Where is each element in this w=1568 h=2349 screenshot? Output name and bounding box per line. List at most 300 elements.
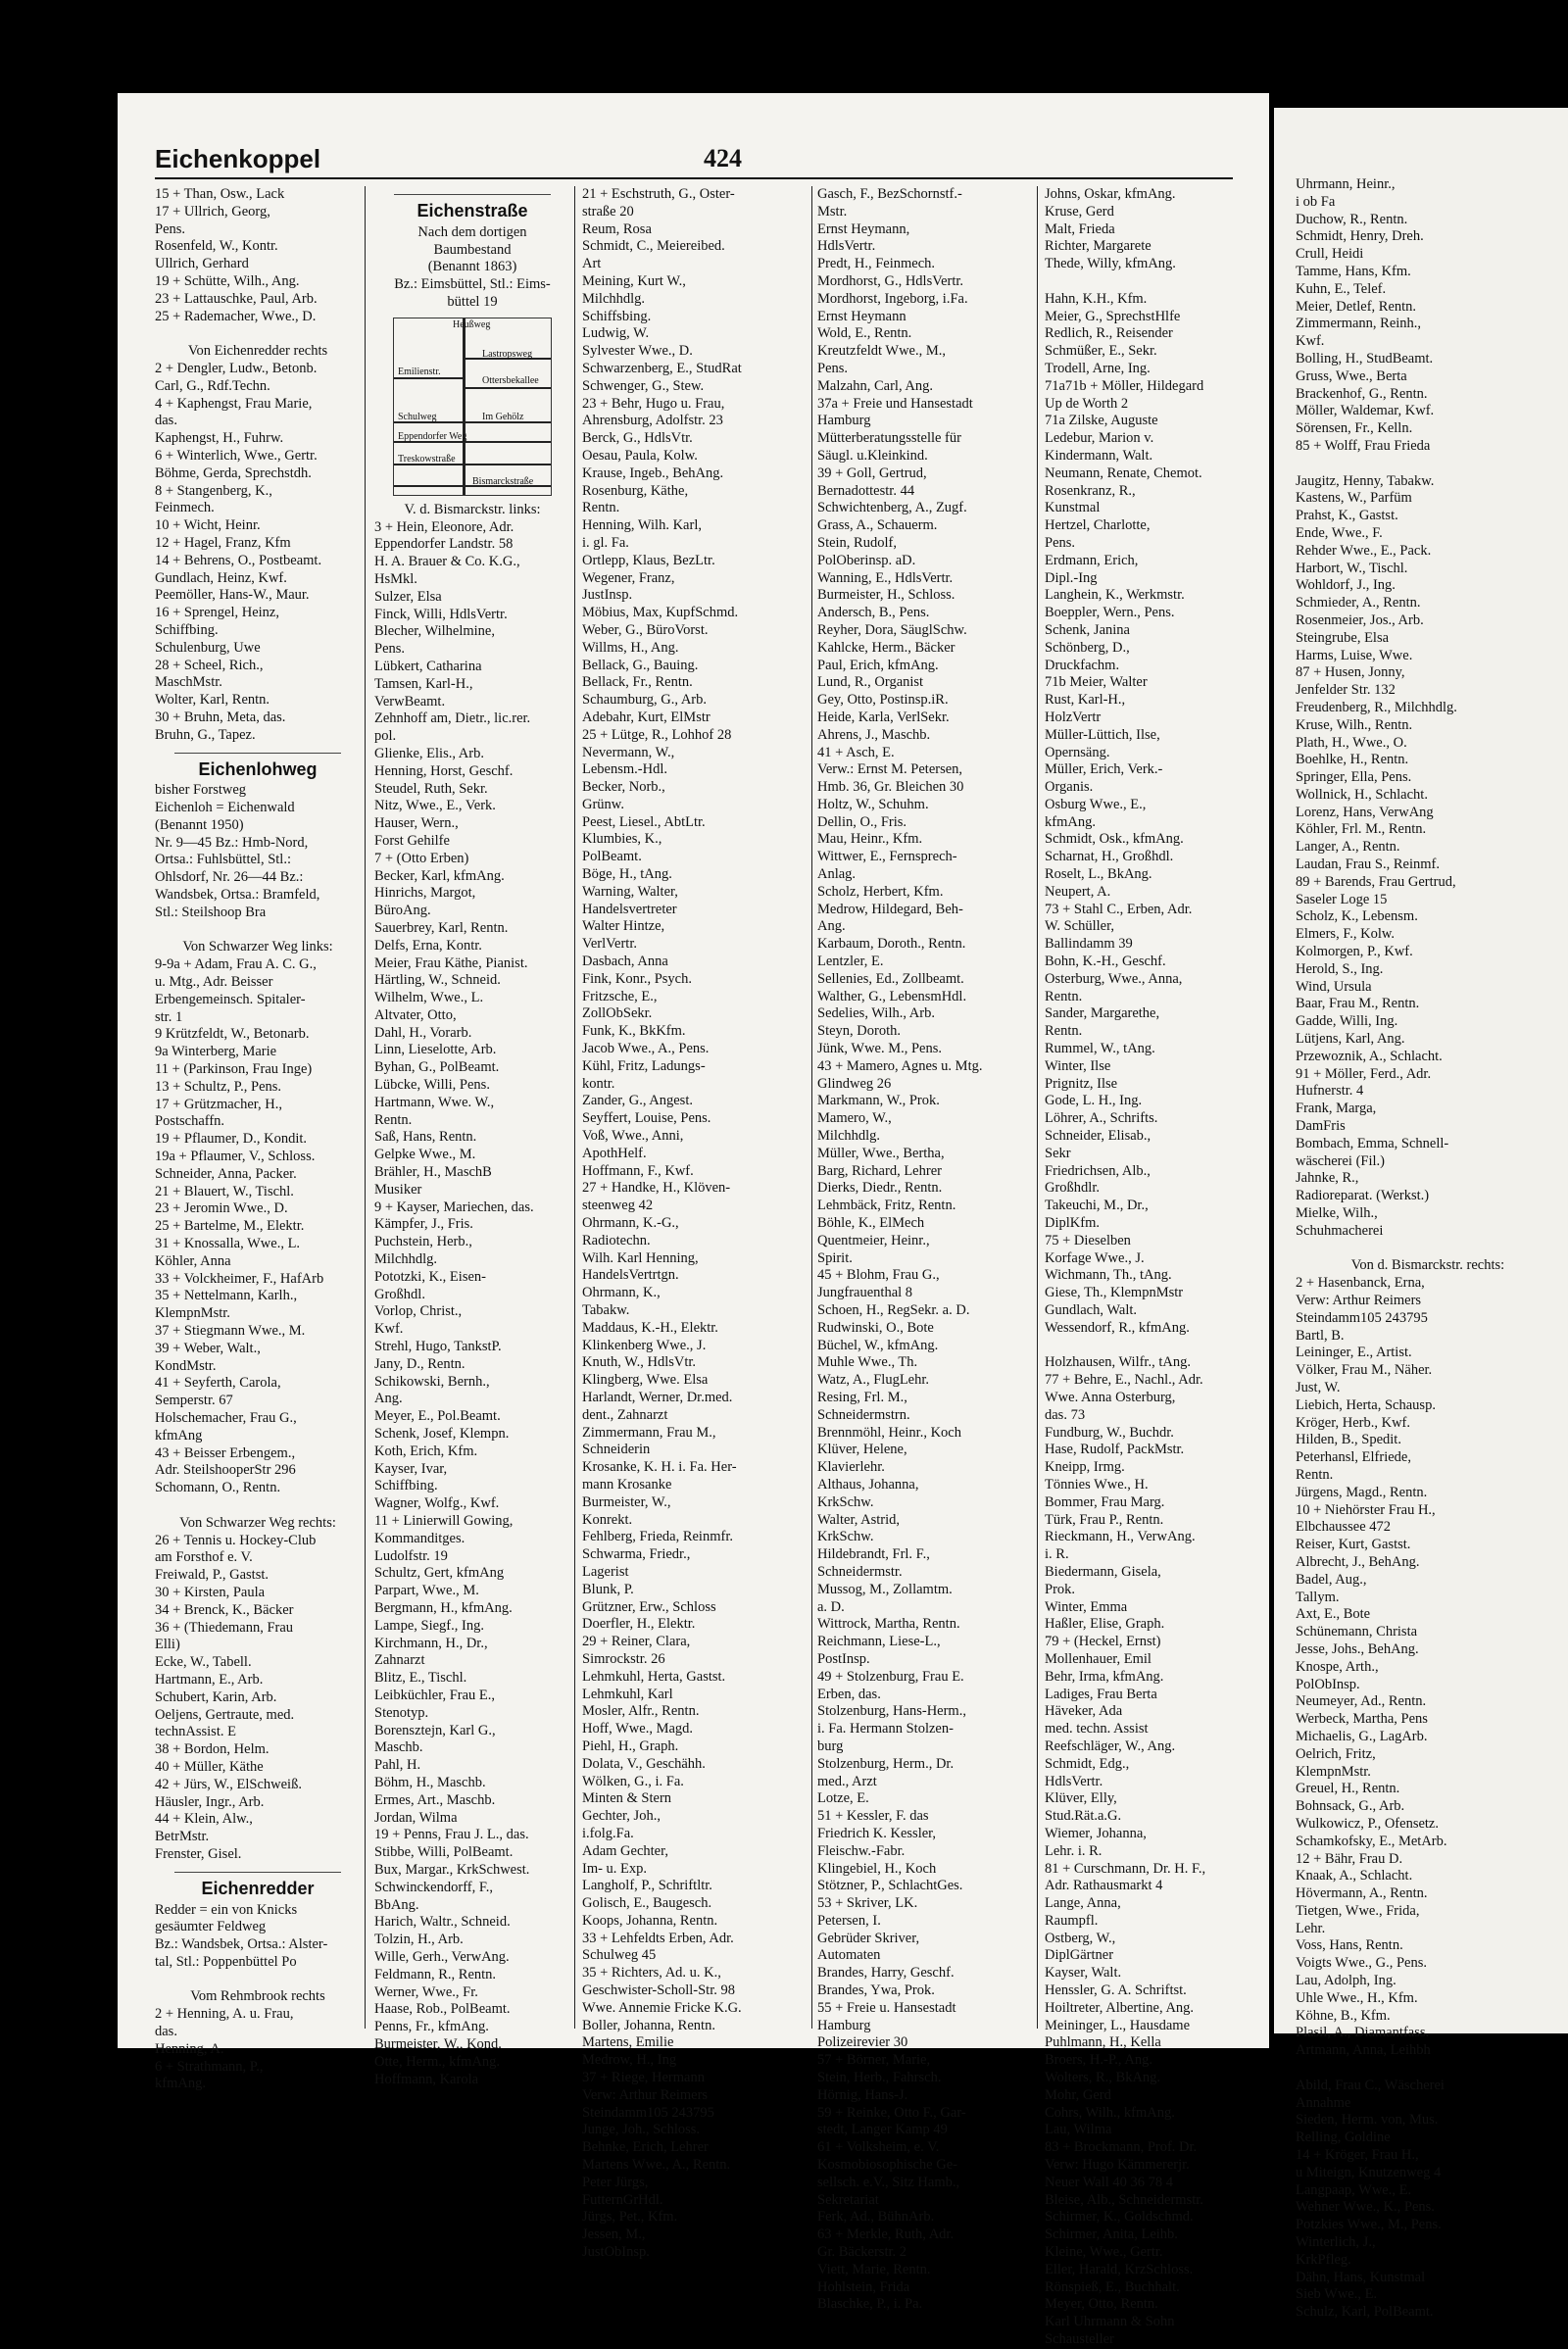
directory-entry: stedt, Langer Kamp 49	[817, 2122, 948, 2138]
directory-entry: 16 + Sprengel, Heinz,	[155, 605, 279, 621]
directory-entry: Elbchaussee 472	[1296, 1519, 1392, 1536]
directory-entry: Schwichtenberg, A., Zugf.	[817, 500, 967, 516]
directory-entry: str. 1	[155, 1008, 183, 1025]
directory-entry: 41 + Seyferth, Carola,	[155, 1375, 281, 1392]
directory-entry: 53 + Skriver, LK.	[817, 1895, 918, 1912]
directory-entry: 79 + (Heckel, Ernst)	[1045, 1634, 1161, 1650]
directory-entry: Karl Uhrmann & Sohn	[1045, 2314, 1175, 2330]
directory-entry: Resing, Frl. M.,	[817, 1389, 907, 1405]
directory-entry: Knuth, W., HdlsVtr.	[582, 1354, 697, 1371]
directory-entry: Schwarma, Friedr.,	[582, 1546, 691, 1563]
directory-entry: 9 + Kayser, Mariechen, das.	[374, 1199, 534, 1215]
directory-entry: Raumpfl.	[1045, 1912, 1099, 1929]
directory-entry: Türk, Frau P., Rentn.	[1045, 1511, 1164, 1528]
directory-entry: Reyher, Dora, SäuglSchw.	[817, 621, 967, 638]
column-5	[1045, 186, 1265, 2349]
directory-entry: Baumbestand	[433, 241, 512, 258]
directory-entry: Tolzin, H., Arb.	[374, 1932, 464, 1948]
directory-entry: Meier, G., SprechstHlfe	[1045, 308, 1181, 324]
directory-entry: 27 + Handke, H., Klöven-	[582, 1180, 731, 1197]
directory-entry: Albrecht, J., BehAng.	[1296, 1553, 1420, 1570]
directory-entry: Behr, Irma, kfmAng.	[1045, 1668, 1164, 1685]
directory-entry: 81 + Curschmann, Dr. H. F.,	[1045, 1860, 1206, 1877]
directory-entry: Ohlsdorf, Nr. 26—44 Bz.:	[155, 869, 304, 886]
directory-entry: Müller-Lüttich, Ilse,	[1045, 726, 1160, 743]
directory-entry: Gadde, Willi, Ing.	[1296, 1013, 1398, 1030]
directory-entry: Mohr, Gerd	[1045, 2086, 1111, 2103]
directory-entry: Ang.	[374, 1391, 403, 1407]
directory-entry: (Benannt 1950)	[155, 816, 244, 833]
directory-entry: Kindermann, Walt.	[1045, 447, 1153, 464]
directory-entry: 44 + Klein, Alw.,	[155, 1811, 253, 1828]
directory-entry: Axt, E., Bote	[1296, 1606, 1371, 1623]
directory-entry: Pens.	[1045, 534, 1076, 551]
directory-entry: Musiker	[374, 1181, 422, 1198]
directory-entry: kfmAng.	[1045, 813, 1096, 830]
directory-entry: Kunstmal	[1045, 500, 1101, 516]
directory-entry: Schubert, Karin, Arb.	[155, 1688, 277, 1705]
directory-entry: 34 + Brenck, K., Bäcker	[155, 1601, 294, 1618]
directory-entry: Oeljens, Gertraute, med.	[155, 1706, 295, 1723]
directory-entry: Wittrock, Martha, Rentn.	[817, 1616, 960, 1633]
directory-entry: Bergmann, H., kfmAng.	[374, 1599, 513, 1616]
directory-entry: a. D.	[817, 1598, 845, 1615]
directory-entry: Von d. Bismarckstr. rechts:	[1350, 1257, 1505, 1274]
spacer	[155, 1497, 361, 1515]
directory-entry: dent., Zahnarzt	[582, 1406, 668, 1423]
directory-entry: Biedermann, Gisela,	[1045, 1563, 1161, 1580]
directory-entry: Cohrs, Wilh., kfmAng.	[1045, 2104, 1175, 2121]
directory-entry: Milchhdlg.	[582, 290, 646, 307]
directory-entry: Broers, H.-P., Ang.	[1045, 2052, 1152, 2069]
directory-entry: 31 + Knossalla, Wwe., L.	[155, 1236, 301, 1252]
directory-entry: Andersch, B., Pens.	[817, 605, 930, 621]
directory-entry: Jany, D., Rentn.	[374, 1355, 466, 1372]
directory-entry: 19 + Schütte, Wilh., Ang.	[155, 272, 300, 289]
directory-entry: Hildebrandt, Frl. F.,	[817, 1546, 930, 1563]
directory-entry: 71b Meier, Walter	[1045, 674, 1148, 691]
directory-entry: Reum, Rosa	[582, 220, 652, 237]
directory-entry: Bellack, G., Bauing.	[582, 657, 699, 673]
directory-entry: Dipl.-Ing	[1045, 569, 1098, 586]
directory-entry: Osterburg, Wwe., Anna,	[1045, 970, 1183, 987]
directory-entry: Böge, H., tAng.	[582, 866, 672, 883]
directory-entry: Nevermann, W.,	[582, 744, 675, 760]
directory-entry: Mamero, W.,	[817, 1110, 892, 1127]
directory-entry: Sauerbrey, Karl, Rentn.	[374, 919, 509, 936]
spacer	[1045, 273, 1265, 291]
directory-entry: Hamburg	[817, 413, 871, 429]
directory-entry: Schmidt, C., Meiereibed.	[582, 238, 725, 255]
directory-entry: Bellack, Fr., Rentn.	[582, 674, 693, 691]
directory-entry: Werbeck, Martha, Pens	[1296, 1711, 1428, 1728]
directory-entry: Wölken, G., i. Fa.	[582, 1773, 684, 1789]
directory-entry: Plasil, A., Diamantfass.	[1296, 2025, 1430, 2041]
directory-entry: Harms, Luise, Wwe.	[1296, 647, 1413, 663]
directory-entry: 2 + Hasenbanck, Erna,	[1296, 1275, 1425, 1292]
directory-entry: Michaelis, G., LagArb.	[1296, 1728, 1428, 1744]
directory-entry: Warning, Walter,	[582, 883, 678, 900]
directory-entry: Müller, Wwe., Bertha,	[817, 1145, 945, 1161]
directory-entry: Byhan, G., PolBeamt.	[374, 1059, 500, 1076]
directory-entry: Klinkenberg Wwe., J.	[582, 1337, 707, 1353]
directory-entry: Steindamm105 243795	[582, 2104, 714, 2121]
directory-entry: Tamsen, Karl-H.,	[374, 675, 473, 692]
directory-entry: Petersen, I.	[817, 1912, 881, 1929]
directory-entry: 3 + Hein, Eleonore, Adr.	[374, 518, 514, 535]
directory-entry: Kommanditges.	[374, 1530, 466, 1546]
directory-entry: Schmieder, A., Rentn.	[1296, 595, 1421, 612]
directory-entry: Rieckmann, H., VerwAng.	[1045, 1529, 1196, 1545]
directory-entry: Frank, Marga,	[1296, 1101, 1377, 1117]
directory-entry: 71a71b + Möller, Hildegard	[1045, 377, 1204, 394]
directory-entry: Gey, Otto, Postinsp.iR.	[817, 692, 949, 709]
directory-entry: 43 + Beisser Erbengem.,	[155, 1444, 296, 1461]
directory-entry: Ernst Heymann,	[817, 220, 910, 237]
directory-entry: 9 Krützfeldt, W., Betonarb.	[155, 1026, 310, 1043]
directory-entry: kfmAng	[155, 1427, 203, 1444]
directory-entry: Abild, Frau C., Wäscherei	[1296, 2077, 1445, 2093]
directory-entry: Sieb Wwe., E.	[1296, 2286, 1378, 2303]
directory-entry: Roselt, L., BkAng.	[1045, 866, 1152, 883]
directory-entry: KrkSchw.	[817, 1529, 874, 1545]
directory-entry: 10 + Wicht, Heinr.	[155, 517, 261, 534]
directory-entry: Kühl, Fritz, Ladungs-	[582, 1057, 706, 1074]
directory-entry: Puchstein, Herb.,	[374, 1234, 472, 1250]
directory-entry: Zehnhoff am, Dietr., lic.rer.	[374, 710, 531, 727]
directory-entry: Mosler, Alfr., Rentn.	[582, 1703, 700, 1720]
directory-entry: Trodell, Arne, Ing.	[1045, 360, 1151, 376]
directory-entry: Wolters, R., BkAng.	[1045, 2070, 1161, 2086]
directory-entry: Schwarzenberg, E., StudRat	[582, 360, 742, 376]
directory-entry: 33 + Volckheimer, F., HafArb	[155, 1270, 324, 1287]
street-heading: Eichenstraße	[416, 201, 528, 220]
directory-entry: Wind, Ursula	[1296, 978, 1372, 995]
map-label: Ottersbekallee	[482, 374, 539, 386]
directory-entry: Rehder Wwe., E., Pack.	[1296, 542, 1432, 559]
directory-entry: Pens.	[817, 360, 849, 376]
directory-entry: Kreutzfeldt Wwe., M.,	[817, 343, 946, 360]
directory-entry: BüroAng.	[374, 903, 431, 919]
directory-entry: Schönberg, D.,	[1045, 639, 1130, 656]
directory-entry: Opernsäng.	[1045, 744, 1110, 760]
directory-entry: Stenotyp.	[374, 1704, 429, 1721]
column-6	[1296, 176, 1560, 2322]
directory-entry: Prahst, K., Gastst.	[1296, 508, 1398, 524]
directory-entry: Bz.: Wandsbek, Ortsa.: Alster-	[155, 1936, 328, 1953]
directory-entry: 23 + Lattauschke, Paul, Arb.	[155, 290, 318, 307]
directory-entry: Gechter, Joh.,	[582, 1808, 661, 1825]
directory-entry: Hmb. 36, Gr. Bleichen 30	[817, 779, 964, 796]
directory-entry: Gundlach, Heinz, Kwf.	[155, 569, 287, 586]
directory-entry: Freiwald, P., Gastst.	[155, 1567, 269, 1584]
map-label: Lastropsweg	[482, 348, 533, 360]
directory-entry: Völker, Frau M., Näher.	[1296, 1362, 1433, 1379]
directory-entry: Vom Rehmbrook rechts	[190, 1988, 325, 2005]
directory-entry: Milchhdlg.	[374, 1251, 438, 1268]
directory-entry: 28 + Scheel, Rich.,	[155, 657, 264, 673]
directory-entry: 10 + Niehörster Frau H.,	[1296, 1501, 1436, 1518]
directory-entry: Przewoznik, A., Schlacht.	[1296, 1048, 1443, 1064]
directory-entry: Sekretariat	[817, 2191, 879, 2208]
directory-entry: Radiotechn.	[582, 1232, 651, 1248]
directory-entry: Gruss, Wwe., Berta	[1296, 367, 1407, 384]
directory-entry: Paul, Erich, kfmAng.	[817, 657, 939, 673]
directory-entry: Stein, Rudolf,	[817, 534, 897, 551]
directory-entry: Borensztejn, Karl G.,	[374, 1722, 496, 1738]
directory-entry: Lehr. i. R.	[1045, 1842, 1102, 1859]
directory-entry: Schneiderin	[582, 1442, 651, 1458]
directory-entry: Kahlcke, Herm., Bäcker	[817, 639, 956, 656]
directory-entry: Richter, Margarete	[1045, 238, 1152, 255]
directory-entry: Gode, L. H., Ing.	[1045, 1093, 1143, 1109]
directory-entry: Ullrich, Gerhard	[155, 256, 249, 272]
map-label: Treskowstraße	[398, 453, 456, 465]
directory-entry: 87 + Husen, Jonny,	[1296, 664, 1405, 681]
directory-entry: Erben, das.	[817, 1686, 881, 1702]
directory-entry: Watz, A., FlugLehr.	[817, 1372, 930, 1389]
directory-entry: Saseler Loge 15	[1296, 891, 1388, 907]
directory-entry: Finck, Willi, HdlsVertr.	[374, 606, 508, 622]
directory-entry: Bommer, Frau Marg.	[1045, 1493, 1165, 1510]
directory-entry: Hohlstein, Frida	[817, 2278, 910, 2295]
directory-entry: Freudenberg, R., Milchhdlg.	[1296, 699, 1457, 715]
directory-entry: 14 + Kröger, Frau H.,	[1296, 2147, 1419, 2164]
directory-entry: Willms, H., Ang.	[582, 639, 679, 656]
directory-entry: Ferk, Ad., BühnArb.	[817, 2209, 935, 2226]
directory-entry: Ahrens, J., Maschb.	[817, 726, 931, 743]
directory-entry: Ludwig, W.	[582, 325, 650, 342]
directory-entry: Brandes, Ywa, Prok.	[817, 1982, 935, 1999]
directory-entry: Peest, Liesel., AbtLtr.	[582, 813, 706, 830]
directory-entry: Kirchmann, H., Dr.,	[374, 1635, 488, 1651]
directory-entry: Härtling, W., Schneid.	[374, 972, 501, 989]
directory-entry: wäscherei (Fil.)	[1296, 1152, 1385, 1169]
directory-entry: 6 + Strathmann, P.,	[155, 2058, 264, 2075]
directory-entry: Eller, Harald, KrzSchloss.	[1045, 2261, 1194, 2277]
directory-entry: Dasbach, Anna	[582, 954, 668, 970]
directory-entry: büttel 19	[447, 293, 498, 310]
directory-entry: Sekr	[1045, 1145, 1071, 1161]
directory-entry: Springer, Ella, Pens.	[1296, 769, 1412, 786]
column-1	[155, 186, 361, 2093]
directory-entry: Behnke, Erich, Lehrer	[582, 2139, 709, 2156]
directory-entry: Weber, G., BüroVorst.	[582, 621, 709, 638]
directory-entry: i. gl. Fa.	[582, 534, 629, 551]
directory-entry: Simrockstr. 26	[582, 1650, 665, 1667]
directory-entry: 23 + Behr, Hugo u. Frau,	[582, 395, 725, 412]
directory-entry: Sellenies, Ed., Zollbeamt.	[817, 970, 964, 987]
directory-entry: Uhrmann, Heinr.,	[1296, 176, 1396, 192]
directory-entry: Takeuchi, M., Dr.,	[1045, 1198, 1149, 1214]
directory-entry: MaschMstr.	[155, 674, 222, 691]
directory-entry: Lampe, Siegf., Ing.	[374, 1617, 484, 1634]
directory-entry: 7 + (Otto Erben)	[374, 850, 469, 866]
directory-entry: Ende, Wwe., F.	[1296, 524, 1383, 541]
directory-entry: DamFris	[1296, 1118, 1346, 1135]
spacer	[155, 1972, 361, 1989]
directory-entry: Postschaffn.	[155, 1113, 225, 1130]
directory-entry: Saß, Hans, Rentn.	[374, 1129, 477, 1146]
directory-entry: Hase, Rudolf, PackMstr.	[1045, 1442, 1185, 1458]
directory-entry: DiplGärtner	[1045, 1947, 1114, 1964]
directory-entry: Bohn, K.-H., Geschf.	[1045, 954, 1166, 970]
directory-entry: Brackenhof, G., Rentn.	[1296, 385, 1428, 402]
directory-entry: Rönspieß, E., Buchhalt.	[1045, 2278, 1180, 2295]
directory-entry: 21 + Blauert, W., Tischl.	[155, 1183, 294, 1199]
directory-entry: Hörnig, Hans-J.	[817, 2086, 908, 2103]
map-label: Eppendorfer Weg	[398, 430, 467, 442]
directory-entry: 42 + Jürs, W., ElSchweiß.	[155, 1776, 302, 1792]
directory-entry: Prignitz, Ilse	[1045, 1075, 1118, 1092]
directory-entry: Wiemer, Johanna,	[1045, 1825, 1147, 1841]
directory-entry: Harlandt, Werner, Dr.med.	[582, 1389, 733, 1405]
column-divider	[365, 186, 366, 2029]
directory-entry: Hufnerstr. 4	[1296, 1083, 1364, 1100]
directory-entry: Dierks, Diedr., Rentn.	[817, 1180, 943, 1197]
directory-entry: Mollenhauer, Emil	[1045, 1650, 1152, 1667]
directory-entry: PolObInsp.	[1296, 1676, 1360, 1692]
directory-entry: 39 + Weber, Walt.,	[155, 1340, 261, 1356]
directory-entry: Meyer, Otto, Rentn.	[1045, 2296, 1158, 2313]
directory-entry: Fehlberg, Frieda, Reinmfr.	[582, 1529, 733, 1545]
directory-entry: Schneidermstrn.	[817, 1406, 910, 1423]
directory-entry: Rosenmeier, Jos., Arb.	[1296, 612, 1424, 628]
directory-entry: Schneider, Elisab.,	[1045, 1128, 1152, 1145]
directory-entry: Wilh. Karl Henning,	[582, 1249, 699, 1266]
directory-entry: Milchhdlg.	[817, 1128, 881, 1145]
directory-entry: Otte, Herm., kfmAng.	[374, 2053, 501, 2070]
directory-entry: Rentn.	[1045, 1023, 1083, 1040]
directory-entry: 39 + Goll, Gertrud,	[817, 465, 927, 481]
directory-entry: Wille, Gerh., VerwAng.	[374, 1948, 510, 1965]
directory-entry: 55 + Freie u. Hansestadt	[817, 1999, 956, 2016]
directory-entry: Verw: Hugo Kämmererjr.	[1045, 2157, 1190, 2174]
directory-entry: Grass, A., Schauerm.	[817, 517, 938, 534]
directory-entry: Rentn.	[582, 500, 620, 516]
directory-entry: Frenster, Gisel.	[155, 1845, 242, 1862]
directory-entry: KrkPfleg.	[1296, 2251, 1351, 2268]
directory-entry: Sulzer, Elsa	[374, 588, 442, 605]
directory-entry: Burmeister, W., Kond.	[374, 2035, 502, 2052]
directory-entry: 38 + Bordon, Helm.	[155, 1741, 270, 1758]
directory-entry: Zimmermann, Frau M.,	[582, 1424, 716, 1441]
directory-entry: Brähler, H., MaschB	[374, 1164, 492, 1181]
directory-entry: 63 + Merkle, Ruth, Adr.	[817, 2227, 955, 2243]
directory-entry: Friedrichsen, Alb.,	[1045, 1162, 1151, 1179]
directory-entry: Eppendorfer Landstr. 58	[374, 536, 514, 553]
directory-entry: Pens.	[155, 220, 186, 237]
directory-entry: 33 + Lehfeldts Erben, Adr.	[582, 1930, 734, 1946]
directory-entry: Kosmobiosophische Ge-	[817, 2157, 957, 2174]
directory-entry: Schikowski, Bernh.,	[374, 1373, 490, 1390]
directory-entry: VerlVertr.	[582, 936, 637, 953]
directory-entry: Kruse, Wilh., Rentn.	[1296, 716, 1413, 733]
directory-entry: Reichmann, Liese-L.,	[817, 1634, 941, 1650]
directory-entry: Winter, Ilse	[1045, 1057, 1111, 1074]
directory-entry: Anlag.	[817, 866, 857, 883]
directory-entry: Verw: Arthur Reimers	[1296, 1293, 1422, 1308]
directory-entry: 17 + Ullrich, Georg,	[155, 203, 270, 220]
directory-entry: Köhler, Anna	[155, 1252, 231, 1269]
directory-entry: Walther, G., LebensmHdl.	[817, 988, 967, 1004]
directory-entry: BetrMstr.	[155, 1829, 210, 1845]
directory-entry: Voigts Wwe., G., Pens.	[1296, 1955, 1427, 1972]
directory-entry: Steindamm105 243795	[1296, 1309, 1428, 1326]
directory-entry: Up de Worth 2	[1045, 395, 1129, 412]
directory-entry: Gebrüder Skriver,	[817, 1930, 920, 1946]
directory-entry: Lehmbäck, Fritz, Rentn.	[817, 1198, 956, 1214]
directory-entry: Schmüßer, E., Sekr.	[1045, 343, 1157, 360]
directory-entry: 25 + Lütge, R., Lohhof 28	[582, 726, 732, 743]
directory-entry: Semperstr. 67	[155, 1393, 233, 1409]
directory-entry: Bernadottestr. 44	[817, 482, 915, 499]
directory-entry: kontr.	[582, 1075, 615, 1092]
directory-entry: Sedelies, Wilh., Arb.	[817, 1005, 935, 1022]
directory-entry: Harbort, W., Tischl.	[1296, 560, 1408, 576]
directory-entry: 83 + Brockmann, Prof. Dr.	[1045, 2139, 1198, 2156]
directory-entry: Kwf.	[1296, 333, 1325, 350]
directory-entry: Doerfler, H., Elektr.	[582, 1616, 696, 1633]
directory-entry: Jaugitz, Henny, Tabakw.	[1296, 472, 1435, 489]
directory-entry: Adr. Rathausmarkt 4	[1045, 1878, 1163, 1894]
directory-entry: ZollObSekr.	[582, 1005, 653, 1022]
directory-entry: Jürgens, Magd., Rentn.	[1296, 1484, 1428, 1500]
directory-entry: Wessendorf, R., kfmAng.	[1045, 1319, 1190, 1336]
directory-entry: Rentn.	[1296, 1466, 1334, 1483]
directory-entry: 2 + Dengler, Ludw., Betonb.	[155, 360, 318, 376]
directory-entry: Glindweg 26	[817, 1075, 892, 1092]
directory-entry: Schuhmacherei	[1296, 1222, 1384, 1239]
directory-entry: Malt, Frieda	[1045, 220, 1115, 237]
directory-entry: 19a + Pflaumer, V., Schloss.	[155, 1149, 316, 1165]
directory-entry: Henning, A.	[155, 2040, 224, 2057]
street-map	[393, 318, 552, 496]
directory-entry: Wulkowicz, P., Ofensetz.	[1296, 1815, 1439, 1832]
directory-entry: Tamme, Hans, Kfm.	[1296, 263, 1411, 279]
directory-entry: Nitz, Wwe., E., Verk.	[374, 798, 496, 814]
directory-entry: Jacob Wwe., A., Pens.	[582, 1041, 710, 1057]
directory-entry: Jordan, Wilma	[374, 1809, 458, 1826]
directory-entry: Schirmer, Anita, Leihb.	[1045, 2227, 1178, 2243]
directory-entry: Grünw.	[582, 796, 624, 812]
directory-entry: 51 + Kessler, F. das	[817, 1808, 929, 1825]
directory-entry: JustInsp.	[582, 587, 633, 604]
directory-entry: Oesau, Paula, Kolw.	[582, 447, 698, 464]
directory-entry: Hoffmann, F., Kwf.	[582, 1162, 694, 1179]
directory-entry: Brandes, Harry, Geschf.	[817, 1965, 955, 1982]
directory-entry: 25 + Bartelme, M., Elektr.	[155, 1218, 305, 1235]
directory-entry: 12 + Hagel, Franz, Kfm	[155, 534, 291, 551]
directory-entry: 75 + Dieselben	[1045, 1232, 1131, 1248]
street-range-title: Eichenkoppel	[155, 144, 321, 173]
directory-entry: Sieden, Herm. von, Mus.	[1296, 2112, 1439, 2129]
directory-entry: Wittwer, E., Fernsprech-	[817, 849, 957, 865]
directory-entry: Rust, Karl-H.,	[1045, 692, 1126, 709]
directory-entry: Ang.	[817, 918, 846, 935]
directory-entry: Martens, Emilie	[582, 2034, 674, 2051]
directory-entry: Verw: Arthur Reimers	[582, 2086, 709, 2103]
directory-entry: Böhle, K., ElMech	[817, 1215, 925, 1232]
directory-entry: Kaphengst, H., Fuhrw.	[155, 430, 284, 447]
map-label: Emilienstr.	[398, 366, 441, 377]
directory-entry: Gundlach, Walt.	[1045, 1302, 1138, 1318]
directory-entry: Forst Gehilfe	[374, 832, 450, 849]
directory-entry: Reefschläger, W., Ang.	[1045, 1737, 1176, 1754]
directory-entry: Schulenburg, Uwe	[155, 639, 261, 656]
directory-entry: Verw.: Ernst M. Petersen,	[817, 761, 963, 778]
directory-entry: Wichmann, Th., tAng.	[1045, 1267, 1172, 1284]
